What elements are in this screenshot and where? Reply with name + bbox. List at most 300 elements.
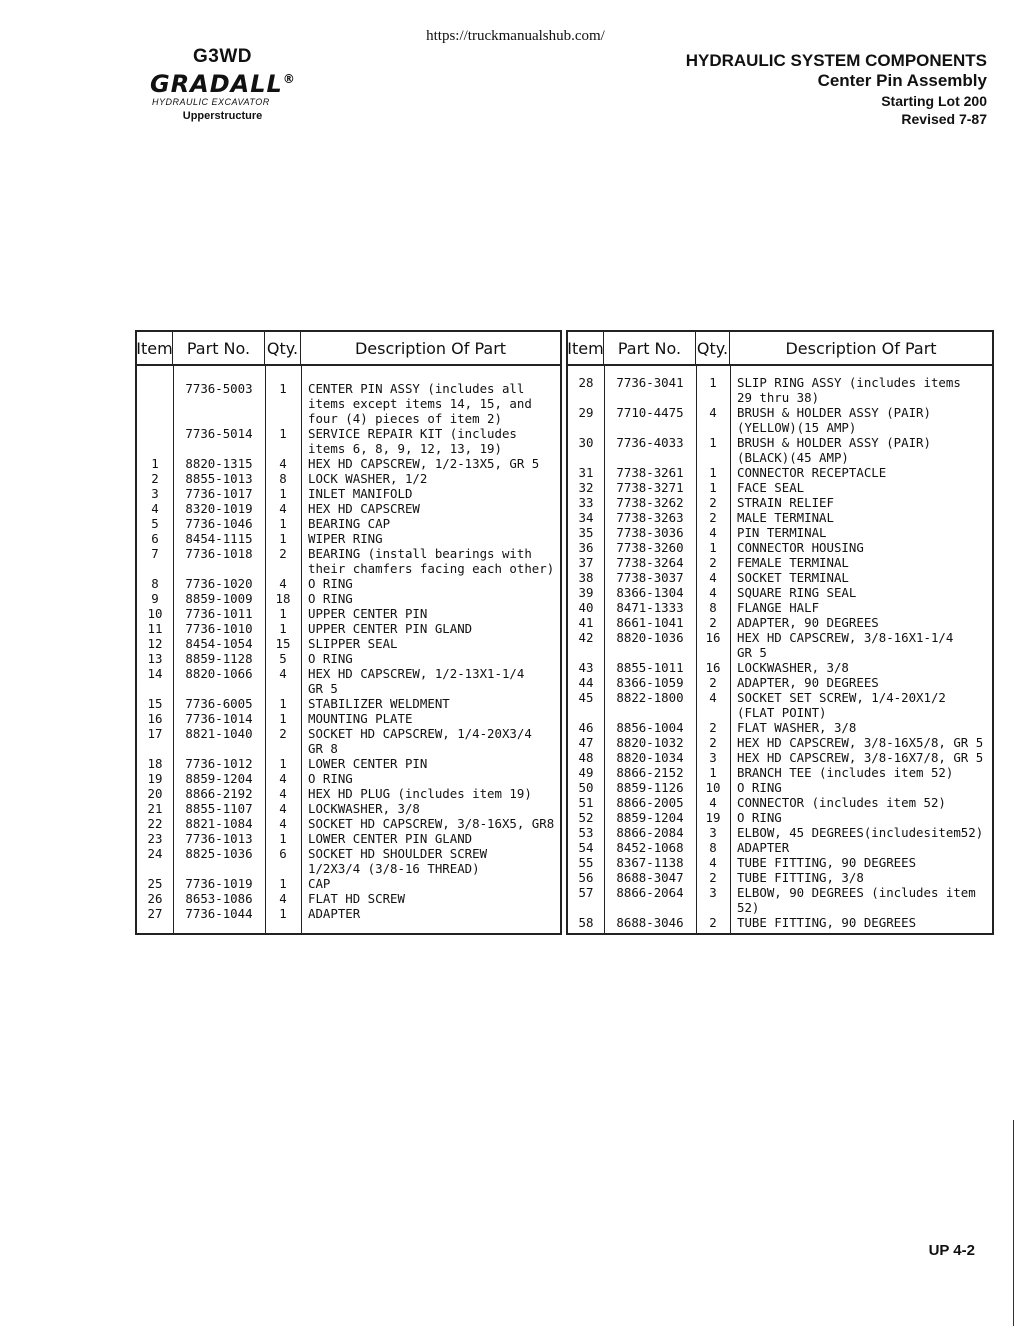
table-row [568,510,992,525]
item-number: 5 [151,516,159,531]
table-row [137,381,560,426]
quantity: 8 [709,600,717,615]
quantity: 1 [279,876,287,891]
quantity: 1 [279,426,287,441]
item-number: 46 [578,720,594,735]
part-number: 8859-1128 [185,651,253,666]
quantity: 1 [279,531,287,546]
quantity: 4 [279,576,287,591]
table-row [568,600,992,615]
quantity: 1 [709,465,717,480]
part-number: 8688-3046 [616,915,684,930]
item-number: 8 [151,576,159,591]
part-description: STABILIZER WELDMENT [308,696,450,711]
table-header [137,332,560,366]
quantity: 4 [709,405,717,420]
part-description: INLET MANIFOLD [308,486,413,501]
part-number: 7736-1010 [185,621,253,636]
table-row [137,711,560,726]
table-row [568,435,992,465]
table-row [568,750,992,765]
table-row [137,576,560,591]
part-description: MALE TERMINAL [737,510,834,525]
item-number: 29 [578,405,594,420]
item-number: 38 [578,570,594,585]
table-row [137,846,560,876]
part-description: UPPER CENTER PIN GLAND [308,621,473,636]
part-description: O RING [308,651,353,666]
part-number: 7736-1011 [185,606,253,621]
item-number: 3 [151,486,159,501]
item-number: 22 [147,816,163,831]
part-number: 8367-1138 [616,855,684,870]
part-number: 7738-3264 [616,555,684,570]
item-number: 44 [578,675,594,690]
item-number: 48 [578,750,594,765]
part-description: TUBE FITTING, 90 DEGREES [737,915,917,930]
quantity: 2 [279,726,287,741]
item-number [137,381,173,426]
part-description: WIPER RING [308,531,383,546]
table-row [568,480,992,495]
part-number: 8366-1059 [616,675,684,690]
quantity: 2 [709,495,717,510]
item-number: 40 [578,600,594,615]
part-number: 7736-4033 [616,435,684,450]
column-header-description: Description Of Part [785,338,937,358]
item-number: 45 [578,690,594,705]
part-description: ELBOW, 90 DEGREES (includes item 52) [737,885,976,915]
part-description: HEX HD CAPSCREW [308,501,420,516]
item-number: 28 [578,375,594,390]
part-description: SERVICE REPAIR KIT (includes items 6, 8, 9, 12, 13, 19) [308,426,517,456]
part-number: 7736-1018 [185,546,253,561]
part-number: 8454-1115 [185,531,253,546]
part-number: 8820-1315 [185,456,253,471]
part-number: 7736-1014 [185,711,253,726]
part-description: FACE SEAL [737,480,805,495]
item-number: 57 [578,885,594,900]
item-number: 27 [147,906,163,921]
table-row [137,816,560,831]
quantity: 4 [709,795,717,810]
part-description: STRAIN RELIEF [737,495,834,510]
item-number: 13 [147,651,163,666]
quantity: 16 [705,630,721,645]
item-number: 56 [578,870,594,885]
item-number: 4 [151,501,159,516]
part-number: 7736-6005 [185,696,253,711]
part-description: TUBE FITTING, 90 DEGREES [737,855,917,870]
part-description: SOCKET HD CAPSCREW, 3/8-16X5, GR8 [308,816,555,831]
table-row [137,606,560,621]
quantity: 4 [709,585,717,600]
column-header-item: Item [137,332,173,364]
table-row [137,906,560,921]
quantity: 2 [709,675,717,690]
table-row [568,765,992,780]
table-row [568,855,992,870]
item-number: 36 [578,540,594,555]
table-row [137,531,560,546]
quantity: 1 [279,906,287,921]
item-number: 32 [578,480,594,495]
item-number: 39 [578,585,594,600]
column-header-qty: Qty. [265,332,301,364]
part-description: ADAPTER [308,906,361,921]
brand-logo [150,66,295,97]
table-row [568,630,992,660]
part-description: ADAPTER [737,840,790,855]
quantity: 1 [709,435,717,450]
table-row [137,891,560,906]
part-description: HEX HD PLUG (includes item 19) [308,786,532,801]
part-description: LOCK WASHER, 1/2 [308,471,428,486]
item-number: 19 [147,771,163,786]
quantity: 2 [709,615,717,630]
quantity: 4 [709,855,717,870]
quantity: 2 [709,735,717,750]
part-description: MOUNTING PLATE [308,711,413,726]
part-number: 7710-4475 [616,405,684,420]
part-number: 8859-1126 [616,780,684,795]
quantity: 4 [279,771,287,786]
item-number: 12 [147,636,163,651]
table-row [568,465,992,480]
quantity: 1 [279,831,287,846]
table-row [568,690,992,720]
item-number: 1 [151,456,159,471]
part-number: 8866-2084 [616,825,684,840]
quantity: 4 [279,666,287,681]
part-number: 8820-1036 [616,630,684,645]
item-number: 7 [151,546,159,561]
part-number: 8866-2152 [616,765,684,780]
item-number: 52 [578,810,594,825]
item-number: 51 [578,795,594,810]
part-description: SLIP RING ASSY (includes items 29 thru 38) [737,375,961,405]
quantity: 1 [279,381,287,396]
part-number: 7736-1020 [185,576,253,591]
item-number: 31 [578,465,594,480]
table-row [568,585,992,600]
table-row [137,666,560,696]
part-number: 8866-2064 [616,885,684,900]
part-number: 7736-1017 [185,486,253,501]
part-number: 7736-1013 [185,831,253,846]
section-name: Upperstructure [182,110,263,122]
table-row [568,795,992,810]
parts-table-left [135,330,562,935]
part-number: 7738-3036 [616,525,684,540]
quantity: 4 [709,525,717,540]
part-number: 8866-2005 [616,795,684,810]
table-row [137,591,560,606]
part-number: 7736-5003 [185,381,253,396]
part-description: PIN TERMINAL [737,525,827,540]
document-title: HYDRAULIC SYSTEM COMPONENTS [685,51,987,70]
document-subtitle: Center Pin Assembly [817,71,987,90]
part-description: O RING [737,810,782,825]
quantity: 4 [279,891,287,906]
part-number: 8859-1204 [185,771,253,786]
part-description: O RING [737,780,782,795]
quantity: 2 [709,555,717,570]
scan-edge-line [1013,1120,1014,1326]
part-number: 8821-1084 [185,816,253,831]
part-number: 7738-3261 [616,465,684,480]
part-number: 7736-5014 [185,426,253,441]
table-row [137,471,560,486]
starting-lot: Starting Lot 200 [881,93,987,109]
part-description: FLAT WASHER, 3/8 [737,720,857,735]
table-row [568,675,992,690]
table-row [137,621,560,636]
part-number: 8653-1086 [185,891,253,906]
part-description: BRUSH & HOLDER ASSY (PAIR) (BLACK)(45 AMP) [737,435,931,465]
item-number: 2 [151,471,159,486]
part-description: BRANCH TEE (includes item 52) [737,765,954,780]
table-row [137,636,560,651]
item-number: 54 [578,840,594,855]
part-number: 8688-3047 [616,870,684,885]
part-number: 8471-1333 [616,600,684,615]
column-header-part-no: Part No. [604,332,696,364]
quantity: 4 [279,456,287,471]
quantity: 16 [705,660,721,675]
revision-date: Revised 7-87 [901,111,987,127]
item-number: 9 [151,591,159,606]
part-description: ELBOW, 45 DEGREES(includesitem52) [737,825,984,840]
table-row [568,525,992,540]
document-brand-block [150,46,295,122]
table-row [568,375,992,405]
part-description: FEMALE TERMINAL [737,555,849,570]
part-number: 7736-1044 [185,906,253,921]
column-header-qty: Qty. [696,332,730,364]
quantity: 4 [709,690,717,705]
item-number: 41 [578,615,594,630]
part-description: O RING [308,771,353,786]
quantity: 18 [275,591,291,606]
column-header-item: Item [568,332,604,364]
quantity: 10 [705,780,721,795]
brand-name: GRADALL [150,70,283,98]
part-description: CAP [308,876,331,891]
table-row [137,786,560,801]
item-number: 20 [147,786,163,801]
part-description: HEX HD CAPSCREW, 1/2-13X1-1/4 GR 5 [308,666,525,696]
item-number: 42 [578,630,594,645]
item-number [137,426,173,456]
part-description: ADAPTER, 90 DEGREES [737,675,879,690]
table-row [137,696,560,711]
part-number: 8855-1013 [185,471,253,486]
document-title-block [686,51,987,127]
table-row [137,831,560,846]
part-description: BRUSH & HOLDER ASSY (PAIR) (YELLOW)(15 AMP) [737,405,931,435]
part-number: 8825-1036 [185,846,253,861]
table-row [137,726,560,756]
item-number: 35 [578,525,594,540]
part-description: LOWER CENTER PIN [308,756,428,771]
quantity: 1 [709,375,717,390]
column-header-description: Description Of Part [354,338,507,358]
model-name: G3WD [193,46,252,67]
table-row [568,810,992,825]
item-number: 34 [578,510,594,525]
table-row [568,840,992,855]
table-row [568,885,992,915]
part-description: BEARING (install bearings with their chamfers facing each other) [308,546,555,576]
part-number: 8820-1034 [616,750,684,765]
table-row [568,570,992,585]
quantity: 2 [709,720,717,735]
quantity: 1 [279,711,287,726]
quantity: 1 [709,765,717,780]
table-row [137,876,560,891]
item-number: 18 [147,756,163,771]
part-number: 8821-1040 [185,726,253,741]
quantity: 15 [275,636,291,651]
quantity: 8 [709,840,717,855]
quantity: 1 [279,621,287,636]
table-header [568,332,992,366]
quantity: 3 [709,825,717,840]
parts-table-right [566,330,994,935]
table-body [568,366,992,933]
column-header-part-no: Part No. [173,332,265,364]
quantity: 1 [279,606,287,621]
quantity: 4 [709,570,717,585]
part-description: SOCKET TERMINAL [737,570,849,585]
part-number: 8820-1066 [185,666,253,681]
table-row [137,426,560,456]
table-row [137,501,560,516]
table-row [568,615,992,630]
quantity: 2 [279,546,287,561]
part-description: SOCKET HD SHOULDER SCREW 1/2X3/4 (3/8-16 THREAD) [308,846,488,876]
quantity: 1 [709,540,717,555]
part-number: 8452-1068 [616,840,684,855]
item-number: 24 [147,846,163,861]
part-description: CONNECTOR (includes item 52) [737,795,946,810]
item-number: 15 [147,696,163,711]
part-number: 7736-1046 [185,516,253,531]
item-number: 43 [578,660,594,675]
source-url: https://truckmanualshub.com/ [426,28,605,44]
table-row [137,486,560,501]
part-description: SOCKET HD CAPSCREW, 1/4-20X3/4 GR 8 [308,726,532,756]
quantity: 2 [709,870,717,885]
table-row [137,771,560,786]
item-number: 49 [578,765,594,780]
part-description: HEX HD CAPSCREW, 1/2-13X5, GR 5 [308,456,540,471]
part-description: SLIPPER SEAL [308,636,398,651]
part-description: ADAPTER, 90 DEGREES [737,615,879,630]
table-row [137,801,560,816]
table-row [568,660,992,675]
part-number: 7738-3263 [616,510,684,525]
item-number: 30 [578,435,594,450]
table-row [568,720,992,735]
table-row [137,651,560,666]
quantity: 2 [709,510,717,525]
part-description: TUBE FITTING, 3/8 [737,870,864,885]
part-number: 8366-1304 [616,585,684,600]
part-description: UPPER CENTER PIN [308,606,428,621]
part-description: HEX HD CAPSCREW, 3/8-16X7/8, GR 5 [737,750,984,765]
part-number: 8855-1011 [616,660,684,675]
part-number: 8855-1107 [185,801,253,816]
part-description: SQUARE RING SEAL [737,585,857,600]
table-row [568,540,992,555]
part-number: 7738-3037 [616,570,684,585]
table-row [568,555,992,570]
table-row [137,456,560,471]
quantity: 4 [279,801,287,816]
registered-mark: ® [282,72,296,86]
quantity: 1 [709,480,717,495]
item-number: 16 [147,711,163,726]
item-number: 37 [578,555,594,570]
part-number: 7736-3041 [616,375,684,390]
part-number: 8859-1009 [185,591,253,606]
part-number: 8454-1054 [185,636,253,651]
item-number: 11 [147,621,163,636]
item-number: 10 [147,606,163,621]
quantity: 5 [279,651,287,666]
table-row [568,780,992,795]
quantity: 3 [709,750,717,765]
item-number: 6 [151,531,159,546]
part-description: LOCKWASHER, 3/8 [308,801,420,816]
part-number: 8822-1800 [616,690,684,705]
table-row [137,756,560,771]
brand-subtitle: HYDRAULIC EXCAVATOR [152,97,270,107]
item-number: 47 [578,735,594,750]
part-description: CONNECTOR HOUSING [737,540,864,555]
part-description: FLANGE HALF [737,600,820,615]
part-number: 7736-1012 [185,756,253,771]
table-row [568,735,992,750]
quantity: 8 [279,471,287,486]
quantity: 2 [709,915,717,930]
part-number: 8859-1204 [616,810,684,825]
table-row [568,870,992,885]
quantity: 6 [279,846,287,861]
table-row [137,516,560,531]
item-number: 55 [578,855,594,870]
part-description: O RING [308,576,353,591]
part-description: HEX HD CAPSCREW, 3/8-16X5/8, GR 5 [737,735,984,750]
part-number: 8661-1041 [616,615,684,630]
part-number: 8320-1019 [185,501,253,516]
table-row [568,495,992,510]
table-row [568,825,992,840]
part-description: CENTER PIN ASSY (includes all items except items 14, 15, and four (4) pieces of item 2) [308,381,532,426]
item-number: 53 [578,825,594,840]
item-number: 33 [578,495,594,510]
item-number: 50 [578,780,594,795]
part-description: LOWER CENTER PIN GLAND [308,831,473,846]
part-number: 7738-3260 [616,540,684,555]
part-description: CONNECTOR RECEPTACLE [737,465,887,480]
item-number: 23 [147,831,163,846]
part-description: O RING [308,591,353,606]
page-number: UP 4-2 [928,1242,975,1259]
quantity: 1 [279,696,287,711]
